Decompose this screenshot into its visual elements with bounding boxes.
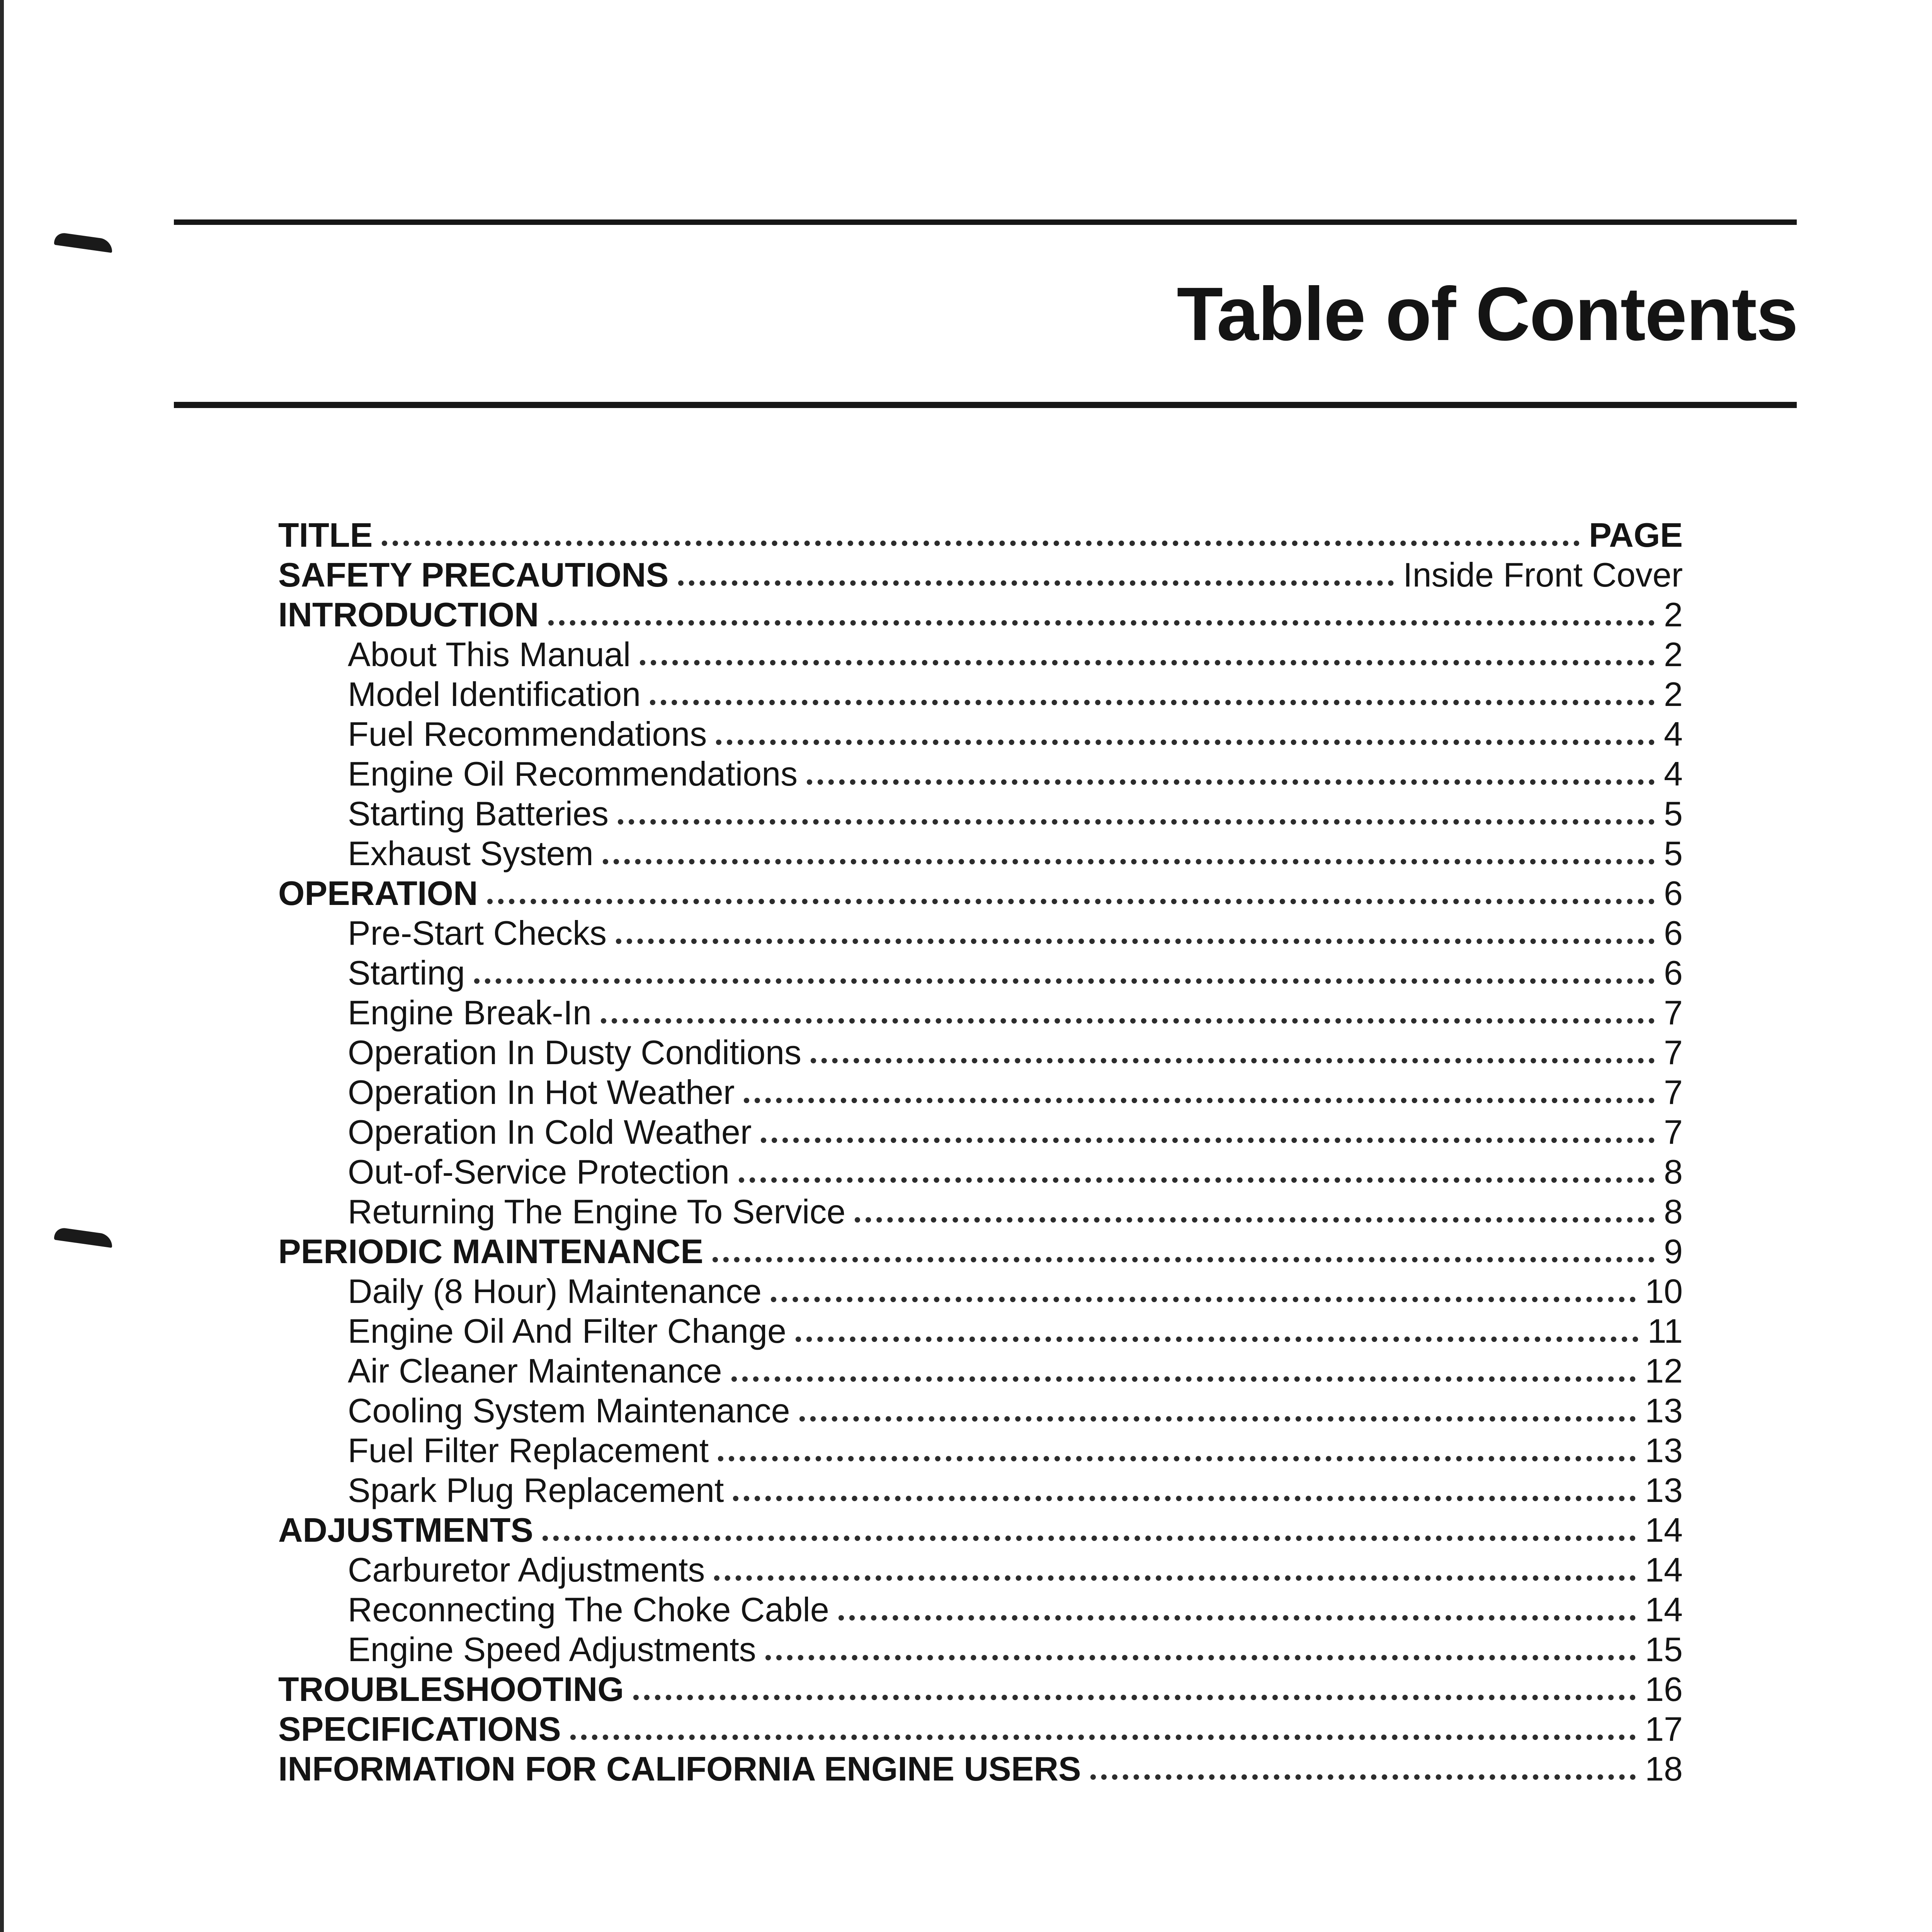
toc-entry [278,1151,1683,1191]
toc-entry-page: 7 [1664,993,1683,1032]
toc-entry-title: Operation In Hot Weather [348,1073,735,1111]
toc-entry-page: 15 [1645,1630,1683,1668]
toc-entry-title: Exhaust System [348,834,594,872]
toc-entry-page: 6 [1664,914,1683,952]
toc-entry [278,554,1683,594]
leader-dots [838,1614,1636,1621]
toc-entry [278,714,1683,753]
toc-entry-title: Daily (8 Hour) Maintenance [348,1272,762,1310]
toc-entry [278,873,1683,913]
top-rule [174,219,1797,225]
leader-dots [603,857,1655,864]
leader-dots [548,619,1655,626]
toc-entry-title: ADJUSTMENTS [278,1511,534,1549]
toc-entry [278,1510,1683,1549]
toc-entry-page: 17 [1645,1710,1683,1748]
toc-entry-page: 10 [1645,1272,1683,1310]
toc-entry [278,1669,1683,1709]
leader-dots [807,778,1655,785]
toc-entry-title: TROUBLESHOOTING [278,1670,624,1708]
leader-dots [487,897,1655,904]
toc-entry-title: INFORMATION FOR CALIFORNIA ENGINE USERS [278,1750,1081,1788]
toc-entry [278,674,1683,714]
toc-entry-page: 7 [1664,1073,1683,1111]
toc-entry-title: Model Identification [348,675,641,713]
toc-entry [278,793,1683,833]
leader-dots [811,1056,1655,1063]
leader-dots [731,1375,1636,1382]
table-of-contents [278,497,1683,1788]
toc-entry [278,992,1683,1032]
toc-entry-page: 13 [1645,1471,1683,1509]
leader-dots [616,937,1655,944]
toc-entry-page: 2 [1664,675,1683,713]
toc-entry-title: Fuel Filter Replacement [348,1431,709,1469]
leader-dots [718,1454,1636,1461]
leader-dots [570,1733,1636,1740]
toc-header-page: PAGE [1589,516,1683,554]
toc-entry [278,1470,1683,1510]
toc-entry [278,1032,1683,1072]
toc-entry [278,753,1683,793]
toc-entry [278,1072,1683,1112]
leader-dots [765,1653,1636,1660]
toc-header-title: TITLE [278,516,373,554]
toc-entry-title: Engine Oil And Filter Change [348,1312,786,1350]
toc-entry [278,833,1683,873]
toc-entry-title: Reconnecting The Choke Cable [348,1590,829,1629]
toc-entry [278,952,1683,992]
binder-hole-mark [54,1226,112,1248]
binder-hole-mark [54,231,112,253]
leader-dots [678,579,1394,586]
leader-dots [1090,1773,1636,1780]
toc-entry-page: 13 [1645,1431,1683,1469]
toc-entry [278,1629,1683,1669]
toc-entry-page: 6 [1664,954,1683,992]
toc-entry-title: Returning The Engine To Service [348,1192,846,1231]
toc-entry-title: Engine Speed Adjustments [348,1630,756,1668]
leader-dots [799,1415,1636,1422]
toc-entry-title: Engine Break-In [348,993,592,1032]
toc-entry-title: Operation In Cold Weather [348,1113,752,1151]
toc-entry-page: 6 [1664,874,1683,912]
leader-dots [543,1534,1636,1541]
toc-entry-page: 11 [1647,1312,1683,1350]
leader-dots [633,1693,1636,1700]
toc-entry [278,1430,1683,1470]
toc-header-row [278,497,1683,554]
toc-entry-page: 5 [1664,834,1683,872]
toc-entry [278,1191,1683,1231]
leader-dots [796,1335,1638,1342]
toc-entry-title: INTRODUCTION [278,595,539,634]
toc-entry [278,1748,1683,1788]
leader-dots [713,1255,1655,1262]
title-rule [174,402,1797,408]
toc-entry [278,1709,1683,1748]
toc-entry-title: SAFETY PRECAUTIONS [278,556,669,594]
toc-entry-title: Fuel Recommendations [348,715,707,753]
page-edge [0,0,4,1932]
toc-entry-title: Spark Plug Replacement [348,1471,724,1509]
toc-entry [278,1589,1683,1629]
leader-dots [761,1136,1655,1143]
page-title: Table of Contents [1177,272,1798,356]
leader-dots [618,818,1655,825]
leader-dots [714,1574,1636,1581]
toc-entry-title: Engine Oil Recommendations [348,755,798,793]
toc-entry [278,913,1683,952]
toc-entry-page: 2 [1664,595,1683,634]
leader-dots [744,1096,1655,1103]
toc-entry-page: 2 [1664,635,1683,673]
toc-entry [278,1549,1683,1589]
leader-dots [382,539,1580,546]
leader-dots [733,1494,1636,1501]
toc-entry-page: 7 [1664,1113,1683,1151]
toc-entry-page: 13 [1645,1391,1683,1430]
leader-dots [855,1216,1655,1223]
leader-dots [739,1176,1655,1183]
toc-entry-page: 8 [1664,1153,1683,1191]
toc-entry-title: SPECIFICATIONS [278,1710,561,1748]
toc-entry [278,634,1683,674]
toc-entry-page: 12 [1645,1352,1683,1390]
toc-entry-title: Operation In Dusty Conditions [348,1033,801,1071]
toc-entry-title: Air Cleaner Maintenance [348,1352,722,1390]
toc-entry [278,1231,1683,1271]
toc-entry-page: 7 [1664,1033,1683,1071]
toc-entry-page: 14 [1645,1590,1683,1629]
toc-entry-page: 5 [1664,794,1683,833]
toc-entry-title: OPERATION [278,874,478,912]
toc-entry [278,1112,1683,1151]
toc-entry-title: Out-of-Service Protection [348,1153,730,1191]
toc-entry-title: Carburetor Adjustments [348,1551,705,1589]
toc-entry-page: 4 [1664,715,1683,753]
toc-entry-title: Pre-Start Checks [348,914,607,952]
toc-entry-page: 14 [1645,1551,1683,1589]
leader-dots [716,738,1655,745]
toc-entry [278,1271,1683,1311]
toc-entry-page: 8 [1664,1192,1683,1231]
toc-entry-title: Starting Batteries [348,794,609,833]
toc-entry [278,1350,1683,1390]
toc-entry [278,594,1683,634]
leader-dots [601,1017,1655,1024]
toc-entry-page: 4 [1664,755,1683,793]
leader-dots [771,1295,1636,1302]
toc-entry [278,1390,1683,1430]
toc-entry-title: Cooling System Maintenance [348,1391,790,1430]
toc-entry-title: PERIODIC MAINTENANCE [278,1232,704,1270]
toc-entry-page: 14 [1645,1511,1683,1549]
toc-entry-page: Inside Front Cover [1403,556,1683,594]
toc-entry [278,1311,1683,1350]
toc-entry-title: About This Manual [348,635,631,673]
toc-entry-page: 18 [1645,1750,1683,1788]
leader-dots [474,977,1655,984]
toc-entry-page: 9 [1664,1232,1683,1270]
leader-dots [650,698,1655,705]
toc-entry-title: Starting [348,954,465,992]
leader-dots [640,658,1655,665]
toc-entry-page: 16 [1645,1670,1683,1708]
